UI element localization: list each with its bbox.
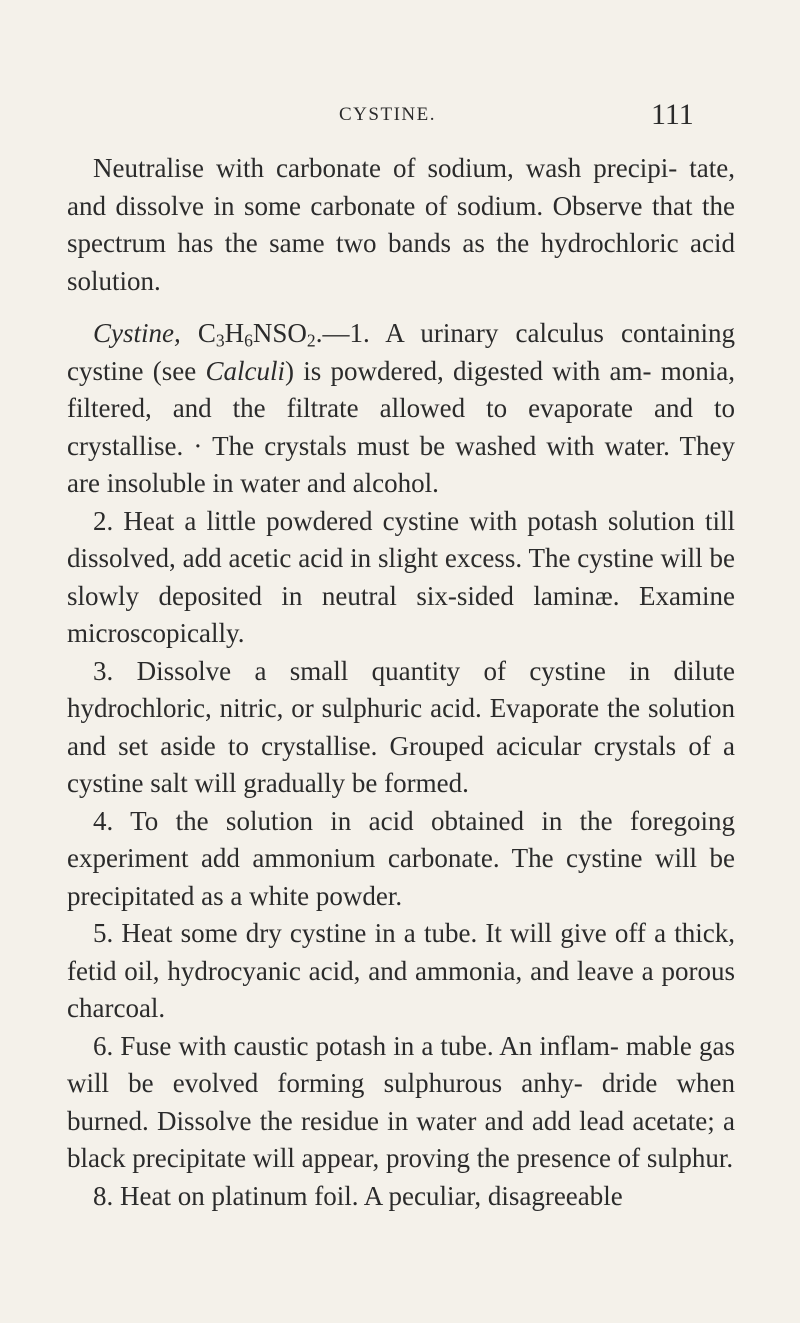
paragraph-cystine-intro: Cystine, $C_3H_6NSO_2.—1$. A urinary calculus containing cystine (see Calculi) is powdered, digested with am- monia, filtered, and the filtrate allowed to evaporate and to crystallise. · The crystals must be washed with water. They are insoluble in water and alcohol. [67,318,736,498]
body-text [67,150,735,1215]
cross-reference: Calculi [205,355,285,386]
paragraph-step-5: 5. Heat some dry cystine in a tube. It will give off a thick, fetid oil, hydrocyanic acid, and ammonia, and leave a porous charcoal. [67,918,735,1023]
paragraph-step-6: 6. Fuse with caustic potash in a tube. An inflam- mable gas will be evolved forming sulphurous anhy- dride when burned. Dissolve the residue in water and add lead acetate; a black precipitate will appear, proving the presence of sulphur. [67,1030,735,1173]
running-head: CYSTINE. [339,104,436,125]
paragraph-step-8: 8. Heat on platinum foil. A peculiar, disagreeable [93,1180,623,1211]
section-title: Cystine, [93,318,181,348]
paragraph-step-4: 4. To the solution in acid obtained in the foregoing experiment add ammonium carbonate. The cystine will be precipitated as a white powder. [67,805,735,911]
chemical-formula: $C_3H_6NSO_2$ [197,318,316,351]
paragraph-step-2: 2. Heat a little powdered cystine with potash solution till dissolved, add acetic acid in slight excess. The cystine will be slowly deposited in neutral six-sided laminæ. Examine microscopically. [67,505,735,648]
paragraph-neutralise: Neutralise with carbonate of sodium, wash precipi- tate, and dissolve in some carbonate of sodium. Observe that the spectrum has the same two bands as the hydrochloric acid solution. [67,153,735,296]
page-header [0,98,800,144]
page-number: 111 [651,98,694,131]
paragraph-step-3: 3. Dissolve a small quantity of cystine in dilute hydrochloric, nitric, or sulphuric acid. Evaporate the solution and set aside to crystallise. Grouped acicular crystals of a cystine salt will gradually be formed. [67,655,735,798]
